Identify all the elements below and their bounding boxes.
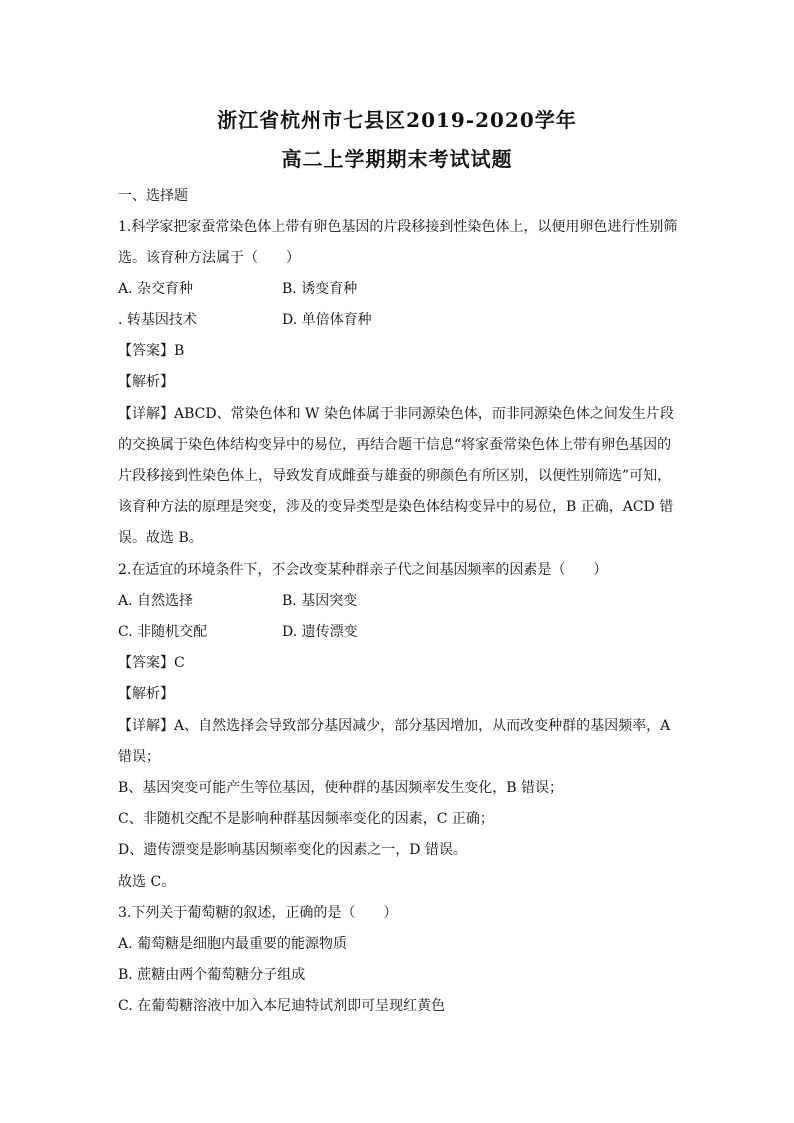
q1-detail-line: 片段移接到性染色体上，导致发育成雌蚕与雄蚕的卵颜色有所区别，以便性别筛选”可知， xyxy=(118,468,672,484)
q2-detail-line: 故选 C。 xyxy=(118,874,176,890)
q2-option-a: A. 自然选择 xyxy=(118,593,194,609)
q1-detail-line: 该育种方法的原理是突变，涉及的变异类型是染色体结构变异中的易位，B 正确，ACD 错 xyxy=(118,499,674,515)
q1-option-b: B. 诱变育种 xyxy=(282,281,358,297)
q1-detail-line: 误。故选 B。 xyxy=(118,530,203,546)
q2-detail-line: 【详解】A、自然选择会导致部分基因减少，部分基因增加，从而改变种群的基因频率，A xyxy=(118,718,671,734)
q2-analysis-label: 【解析】 xyxy=(118,686,174,702)
q1-stem-line-1: 1.科学家把家蚕常染色体上带有卵色基因的片段移接到性染色体上，以便用卵色进行性别筛 xyxy=(118,219,678,235)
q1-detail-line: 的交换属于染色体结构变异中的易位，再结合题干信息“将家蚕常染色体上带有卵色基因的 xyxy=(118,437,672,453)
q1-option-d: D. 单倍体育种 xyxy=(282,312,372,328)
q3-stem: 3.下列关于葡萄糖的叙述，正确的是（ ） xyxy=(118,905,398,921)
q2-detail-line: D、遗传漂变是影响基因频率变化的因素之一，D 错误。 xyxy=(118,842,467,858)
q2-option-b: B. 基因突变 xyxy=(282,593,358,609)
document-title-line-1: 浙江省杭州市七县区2019-2020学年 xyxy=(217,108,577,132)
q3-option-a: A. 葡萄糖是细胞内最重要的能源物质 xyxy=(118,936,348,952)
q1-detail-line: 【详解】ABCD、常染色体和 W 染色体属于非同源染色体，而非同源染色体之间发生片段 xyxy=(118,406,674,422)
q3-option-c: C. 在葡萄糖溶液中加入本尼迪特试剂即可呈现红黄色 xyxy=(118,998,446,1014)
section-heading: 一、选择题 xyxy=(118,188,188,204)
q1-option-a: A. 杂交育种 xyxy=(118,281,194,297)
q1-analysis-label: 【解析】 xyxy=(118,374,174,390)
document-title-line-2: 高二上学期期末考试试题 xyxy=(281,147,513,171)
q2-option-c: C. 非随机交配 xyxy=(118,624,208,640)
q1-answer: 【答案】B xyxy=(118,343,185,359)
q2-option-d: D. 遗传漂变 xyxy=(282,624,358,640)
q2-answer: 【答案】C xyxy=(118,655,185,671)
q3-option-b: B. 蔗糖由两个葡萄糖分子组成 xyxy=(118,967,306,983)
q2-detail-line: B、基因突变可能产生等位基因，使种群的基因频率发生变化，B 错误； xyxy=(118,780,564,796)
q2-stem: 2.在适宜的环境条件下，不会改变某种群亲子代之间基因频率的因素是（ ） xyxy=(118,562,608,578)
q2-detail-line: C、非随机交配不是影响种群基因频率变化的因素，C 正确； xyxy=(118,811,494,827)
q1-stem-line-2: 选。该育种方法属于（ ） xyxy=(118,250,300,266)
q1-option-c: . 转基因技术 xyxy=(118,312,197,328)
q2-detail-line: 错误； xyxy=(118,749,160,765)
